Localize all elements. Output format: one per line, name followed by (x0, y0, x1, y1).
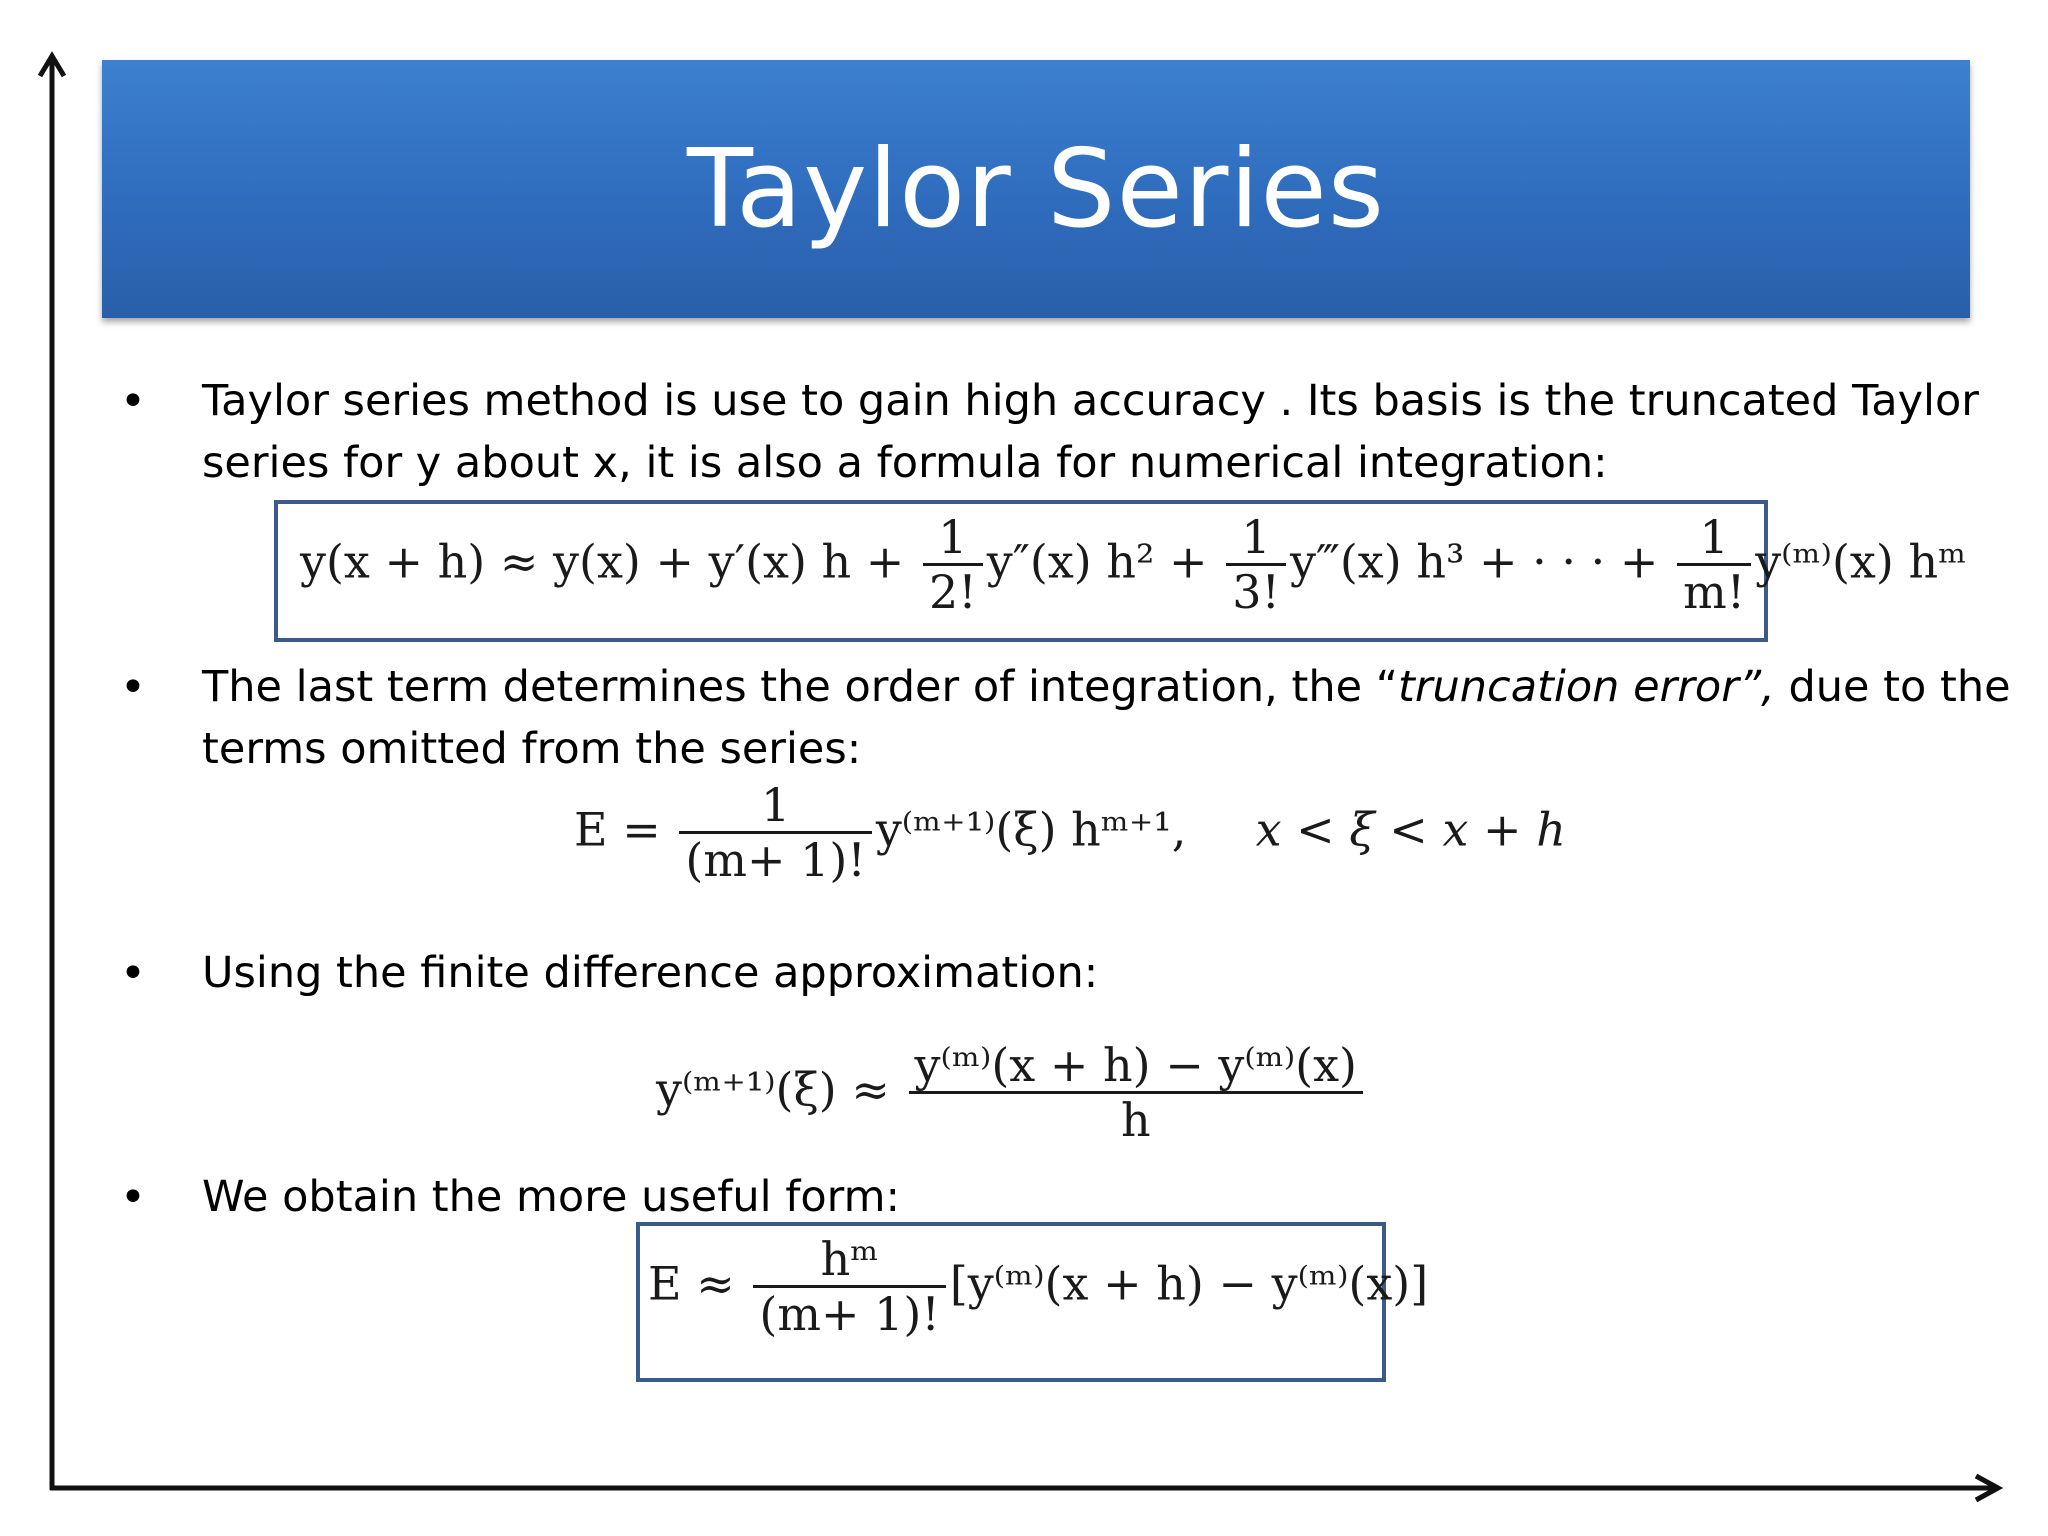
fraction-denominator: h (909, 1091, 1363, 1147)
finite-difference-fraction (909, 1040, 1363, 1146)
fraction-numerator: 1 (760, 778, 791, 832)
fraction-numerator: y⁽ᵐ⁾(x + h) − y⁽ᵐ⁾(x) (914, 1038, 1358, 1092)
fraction-numerator: 1 (938, 510, 968, 564)
fraction-numerator: hᵐ (820, 1232, 879, 1286)
finite-difference-formula (656, 1040, 1367, 1146)
bullet-glyph: • (120, 1172, 146, 1223)
bullet-text-after: due to the terms omitted from the series: (202, 662, 2011, 774)
error-fraction (679, 780, 871, 886)
taylor-fraction-1 (923, 512, 983, 618)
fraction-denominator: 3! (1226, 563, 1286, 619)
useful-form-fraction (753, 1234, 945, 1340)
bullet-text-before: The last term determines the order of integration, the “ (202, 662, 1399, 712)
fraction-denominator: 2! (923, 563, 983, 619)
taylor-term-2: y″(x) h² + (986, 534, 1208, 589)
fraction-numerator: 1 (1699, 510, 1729, 564)
bullet-text (202, 370, 2042, 494)
taylor-term-3: y‴(x) h³ + · · · + (1289, 534, 1659, 589)
taylor-fraction-2 (1226, 512, 1286, 618)
fraction-numerator: 1 (1241, 510, 1271, 564)
fraction-denominator: m! (1677, 563, 1751, 619)
bullet-text-main: We obtain the more useful form: (202, 1172, 900, 1222)
bullet-glyph: • (120, 376, 146, 427)
error-lhs: E = (574, 802, 661, 857)
error-formula (574, 780, 1566, 886)
bullet-text (202, 656, 2042, 780)
finite-difference-lhs: y⁽ᵐ⁺¹⁾(ξ) ≈ (656, 1062, 890, 1117)
taylor-formula (300, 512, 1966, 618)
title-banner (102, 60, 1970, 318)
taylor-lhs: y(x + h) ≈ y(x) + y′(x) h + (300, 534, 905, 589)
fraction-denominator: (m+ 1)! (679, 831, 871, 887)
taylor-term-4: y⁽ᵐ⁾(x) hᵐ (1755, 534, 1967, 589)
bullet-glyph: • (120, 662, 146, 713)
bullet-glyph: • (120, 948, 146, 999)
taylor-fraction-3 (1677, 512, 1751, 618)
bullet-text (202, 1166, 2042, 1228)
fraction-denominator: (m+ 1)! (753, 1285, 945, 1341)
bullet-text (202, 942, 2042, 1004)
bullet-text-main: Using the finite difference approximation: (202, 948, 1099, 998)
error-rhs: y⁽ᵐ⁺¹⁾(ξ) hᵐ⁺¹, (875, 802, 1187, 857)
bullet-text-main: Taylor series method is use to gain high accuracy . Its basis is the truncated Taylor series for y about x, it is also a formula for numerical integration: (202, 376, 1979, 488)
page-title: Taylor Series (686, 126, 1386, 252)
useful-form-rhs: [y⁽ᵐ⁾(x + h) − y⁽ᵐ⁾(x)] (949, 1256, 1429, 1311)
bullet-text-italic: truncation error”, (1398, 662, 1775, 712)
error-condition: x < ξ < x + h (1255, 802, 1566, 857)
useful-form-formula (648, 1234, 1428, 1340)
useful-form-lhs: E ≈ (648, 1256, 735, 1311)
